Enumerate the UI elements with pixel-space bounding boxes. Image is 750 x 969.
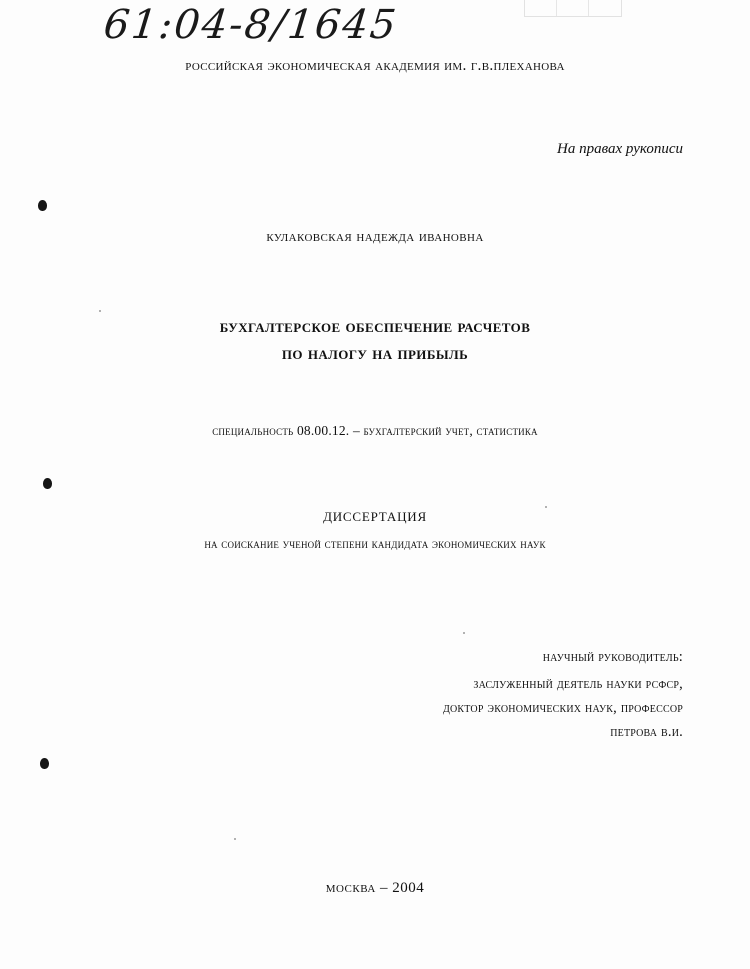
- title-line-2: по налогу на прибыль: [281, 343, 469, 363]
- supervisor-block: [443, 645, 683, 744]
- organization-name: российская экономическая академия им. г.в.плеханова: [185, 57, 565, 74]
- degree-line: на соискание ученой степени кандидата экономических наук: [204, 536, 546, 551]
- scan-speck: [99, 310, 101, 312]
- specialty-line: специальность 08.00.12. – бухгалтерский учет, статистика: [212, 423, 538, 438]
- page-title: [0, 313, 750, 367]
- supervisor-heading: научный руководитель:: [542, 649, 683, 665]
- archive-number-handwritten: 61:04-8/1645: [101, 2, 400, 48]
- supervisor-line-2: доктор экономических наук, профессор: [442, 700, 683, 716]
- supervisor-line-1: заслуженный деятель науки рсфср,: [473, 676, 683, 692]
- work-type: диссертация: [323, 505, 427, 525]
- manuscript-note: На правах рукописи: [557, 141, 683, 157]
- binding-mark-icon: [40, 758, 49, 769]
- binding-mark-icon: [43, 478, 52, 489]
- binding-mark-icon: [38, 200, 47, 211]
- author-name: кулаковская надежда ивановна: [266, 228, 484, 245]
- city-and-year: москва – 2004: [325, 880, 425, 896]
- scan-speck: [234, 838, 236, 840]
- library-stamp-box: [524, 0, 622, 17]
- supervisor-name: петрова в.и.: [610, 724, 683, 740]
- title-line-1: бухгалтерское обеспечение расчетов: [219, 316, 531, 336]
- scan-speck: [463, 632, 465, 634]
